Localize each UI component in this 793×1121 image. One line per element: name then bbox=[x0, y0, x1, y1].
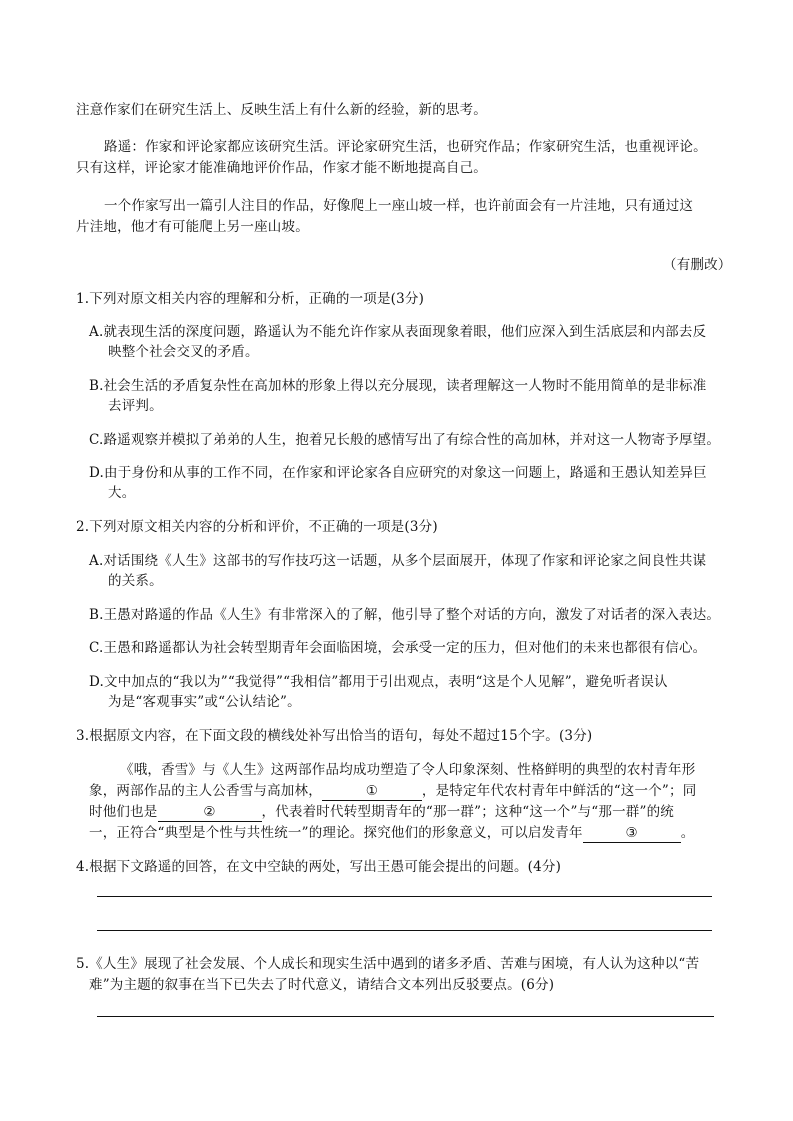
q3-text-segment: ，代表着时代转型期青年的“那一群”；这种“这一个”与“那一群”的统 bbox=[261, 804, 675, 820]
fill-blank-3[interactable]: ③ bbox=[583, 824, 681, 843]
passage-paragraph: 一个作家写出一篇引人注目的作品，好像爬上一座山坡一样，也许前面会有一片洼地，只有通过这 bbox=[104, 198, 694, 214]
q3-text-line bbox=[89, 781, 696, 801]
passage-paragraph: 路遥：作家和评论家都应该研究生活。评论家研究生活，也研究作品；作家研究生活，也重视评论。 bbox=[104, 139, 707, 155]
q3-text-segment: ，是特定年代农村青年中鲜活的“这一个”；同 bbox=[421, 783, 697, 799]
question-4-stem: 4.根据下文路遥的回答，在文中空缺的两处，写出王愚可能会提出的问题。(4分) bbox=[76, 859, 562, 875]
q2-option-a-cont: 的关系。 bbox=[108, 573, 163, 589]
q1-option-c: C.路遥观察并模拟了弟弟的人生，抱着兄长般的感情写出了有综合性的高加林，并对这一人物寄予厚望。 bbox=[89, 432, 721, 448]
q2-option-b: B.王愚对路遥的作品《人生》有非常深入的了解，他引导了整个对话的方向，激发了对话者的深入表达。 bbox=[89, 607, 721, 623]
passage-paragraph: 只有这样，评论家才能准确地评价作品，作家才能不断地提高自己。 bbox=[76, 160, 487, 176]
q1-option-d-cont: 大。 bbox=[108, 485, 136, 501]
q3-text-line bbox=[89, 802, 674, 822]
q1-option-d: D.由于身份和从事的工作不同，在作家和评论家各自应研究的对象这一问题上，路遥和王愚认知差异巨 bbox=[89, 465, 707, 481]
q2-option-a: A.对话围绕《人生》这部书的写作技巧这一话题，从多个层面展开，体现了作家和评论家之间良性共谋 bbox=[89, 553, 707, 569]
q3-text-line bbox=[89, 823, 694, 843]
q3-text-line: 《哦，香雪》与《人生》这两部作品均成功塑造了令人印象深刻、性格鲜明的典型的农村青年形 bbox=[120, 762, 696, 778]
passage-paragraph: 片洼地，他才有可能爬上另一座山坡。 bbox=[76, 219, 309, 235]
q3-text-segment: 时他们也是 bbox=[89, 804, 158, 820]
question-3-stem: 3.根据原文内容，在下面文段的横线处补写出恰当的语句，每处不超过15个字。(3分) bbox=[76, 728, 593, 744]
q2-option-d: D.文中加点的“我以为”“我觉得”“我相信”都用于引出观点，表明“这是个人见解”，避免听者误认 bbox=[89, 674, 668, 690]
passage-paragraph: 注意作家们在研究生活上、反映生活上有什么新的经验，新的思考。 bbox=[76, 102, 487, 118]
answer-line[interactable] bbox=[97, 896, 712, 897]
q3-text-segment: 象，两部作品的主人公香雪与高加林， bbox=[89, 783, 322, 799]
q1-option-b: B.社会生活的矛盾复杂性在高加林的形象上得以充分展现，读者理解这一人物时不能用简单的是非标准 bbox=[89, 378, 707, 394]
question-5-stem-cont: 难”为主题的叙事在当下已失去了时代意义，请结合文本列出反驳要点。(6分) bbox=[89, 977, 555, 993]
q2-option-c: C.王愚和路遥都认为社会转型期青年会面临困境，会承受一定的压力，但对他们的未来也都很有信心。 bbox=[89, 640, 707, 656]
fill-blank-1[interactable]: ① bbox=[322, 782, 422, 801]
q1-option-a: A.就表现生活的深度问题，路遥认为不能允许作家从表面现象着眼，他们应深入到生活底层和内部去反 bbox=[89, 324, 707, 340]
q1-option-b-cont: 去评判。 bbox=[108, 398, 163, 414]
fill-blank-2[interactable]: ② bbox=[158, 803, 262, 822]
q1-option-a-cont: 映整个社会交叉的矛盾。 bbox=[108, 344, 259, 360]
q2-option-d-cont: 为是“客观事实”或“公认结论”。 bbox=[108, 694, 301, 710]
question-5-stem: 5.《人生》展现了社会发展、个人成长和现实生活中遇到的诸多矛盾、苦难与困境，有人认为这种以“苦 bbox=[76, 956, 700, 972]
question-2-stem: 2.下列对原文相关内容的分析和评价，不正确的一项是(3分) bbox=[76, 519, 438, 535]
answer-line[interactable] bbox=[97, 930, 712, 931]
q3-text-segment: 。 bbox=[680, 825, 695, 841]
source-note: （有删改） bbox=[663, 257, 732, 273]
question-1-stem: 1.下列对原文相关内容的理解和分析，正确的一项是(3分) bbox=[76, 291, 425, 307]
answer-line[interactable] bbox=[97, 1016, 714, 1017]
q3-text-segment: 一，正符合“典型是个性与共性统一”的理论。探究他们的形象意义，可以启发青年 bbox=[89, 825, 583, 841]
